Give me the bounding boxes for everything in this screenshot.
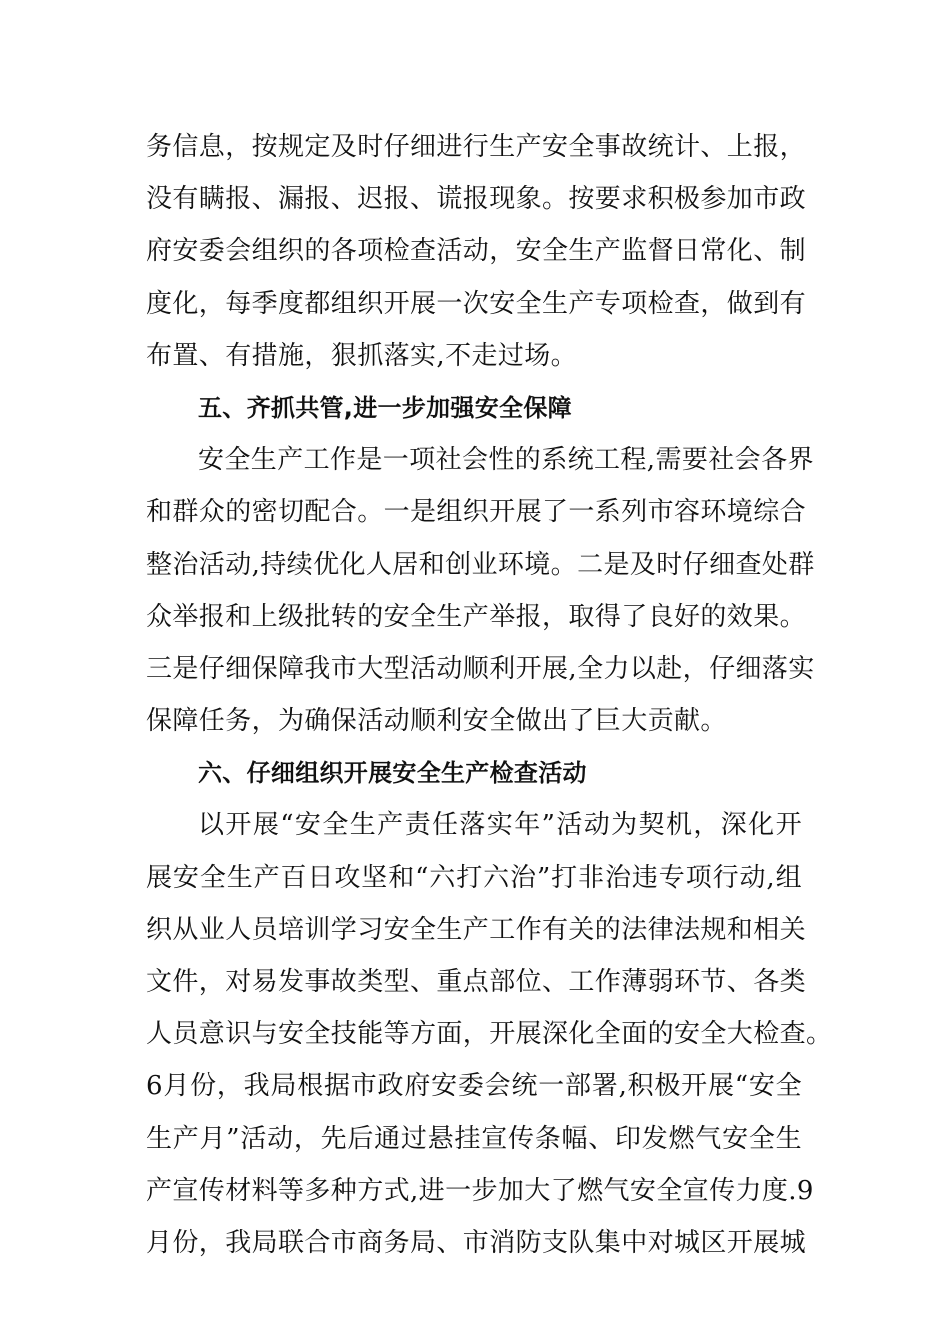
paragraph-line: 务信息，按规定及时仔细进行生产安全事故统计、上报， [146, 132, 807, 162]
paragraph-line: 生产月”活动，先后通过悬挂宣传条幅、印发燃气安全生 [146, 1123, 802, 1154]
document-page [146, 121, 833, 1269]
section-heading: 六、仔细组织开展安全生产检查活动 [198, 759, 587, 788]
paragraph-line: 6月份，我局根据市政府安委会统一部署,积极开展“安全 [146, 1071, 802, 1102]
section-heading: 五、齐抓共管,进一步加强安全保障 [198, 393, 572, 422]
paragraph-line: 人员意识与安全技能等方面，开展深化全面的安全大检查。 [146, 1019, 833, 1050]
paragraph-first-line: 安全生产工作是一项社会性的系统工程,需要社会各界 [198, 445, 814, 476]
paragraph-line: 保障任务，为确保活动顺利安全做出了巨大贡献。 [146, 706, 727, 737]
paragraph-first-line: 以开展“安全生产责任落实年”活动为契机，深化开 [198, 810, 802, 841]
paragraph-line: 没有瞒报、漏报、迟报、谎报现象。按要求积极参加市政 [146, 184, 807, 215]
paragraph-line: 月份，我局联合市商务局、市消防支队集中对城区开展城 [146, 1227, 807, 1258]
paragraph-line: 和群众的密切配合。一是组织开展了一系列市容环境综合 [146, 497, 807, 528]
paragraph-line: 织从业人员培训学习安全生产工作有关的法律法规和相关 [146, 914, 807, 945]
paragraph-line: 产宣传材料等多种方式,进一步加大了燃气安全宣传力度.9 [146, 1175, 814, 1206]
paragraph-line: 众举报和上级批转的安全生产举报，取得了良好的效果。 [146, 601, 807, 632]
paragraph-line: 展安全生产百日攻坚和“六打六治”打非治违专项行动,组 [146, 862, 802, 893]
paragraph-line: 三是仔细保障我市大型活动顺利开展,全力以赴，仔细落实 [146, 653, 815, 684]
paragraph-line: 府安委会组织的各项检查活动，安全生产监督日常化、制 [146, 236, 807, 267]
paragraph-line: 文件，对易发事故类型、重点部位、工作薄弱环节、各类 [146, 967, 807, 997]
paragraph-line: 度化，每季度都组织开展一次安全生产专项检查，做到有 [146, 288, 807, 319]
paragraph-line: 布置、有措施，狠抓落实,不走过场。 [146, 340, 578, 371]
paragraph-line: 整治活动,持续优化人居和创业环境。二是及时仔细查处群 [146, 549, 815, 580]
